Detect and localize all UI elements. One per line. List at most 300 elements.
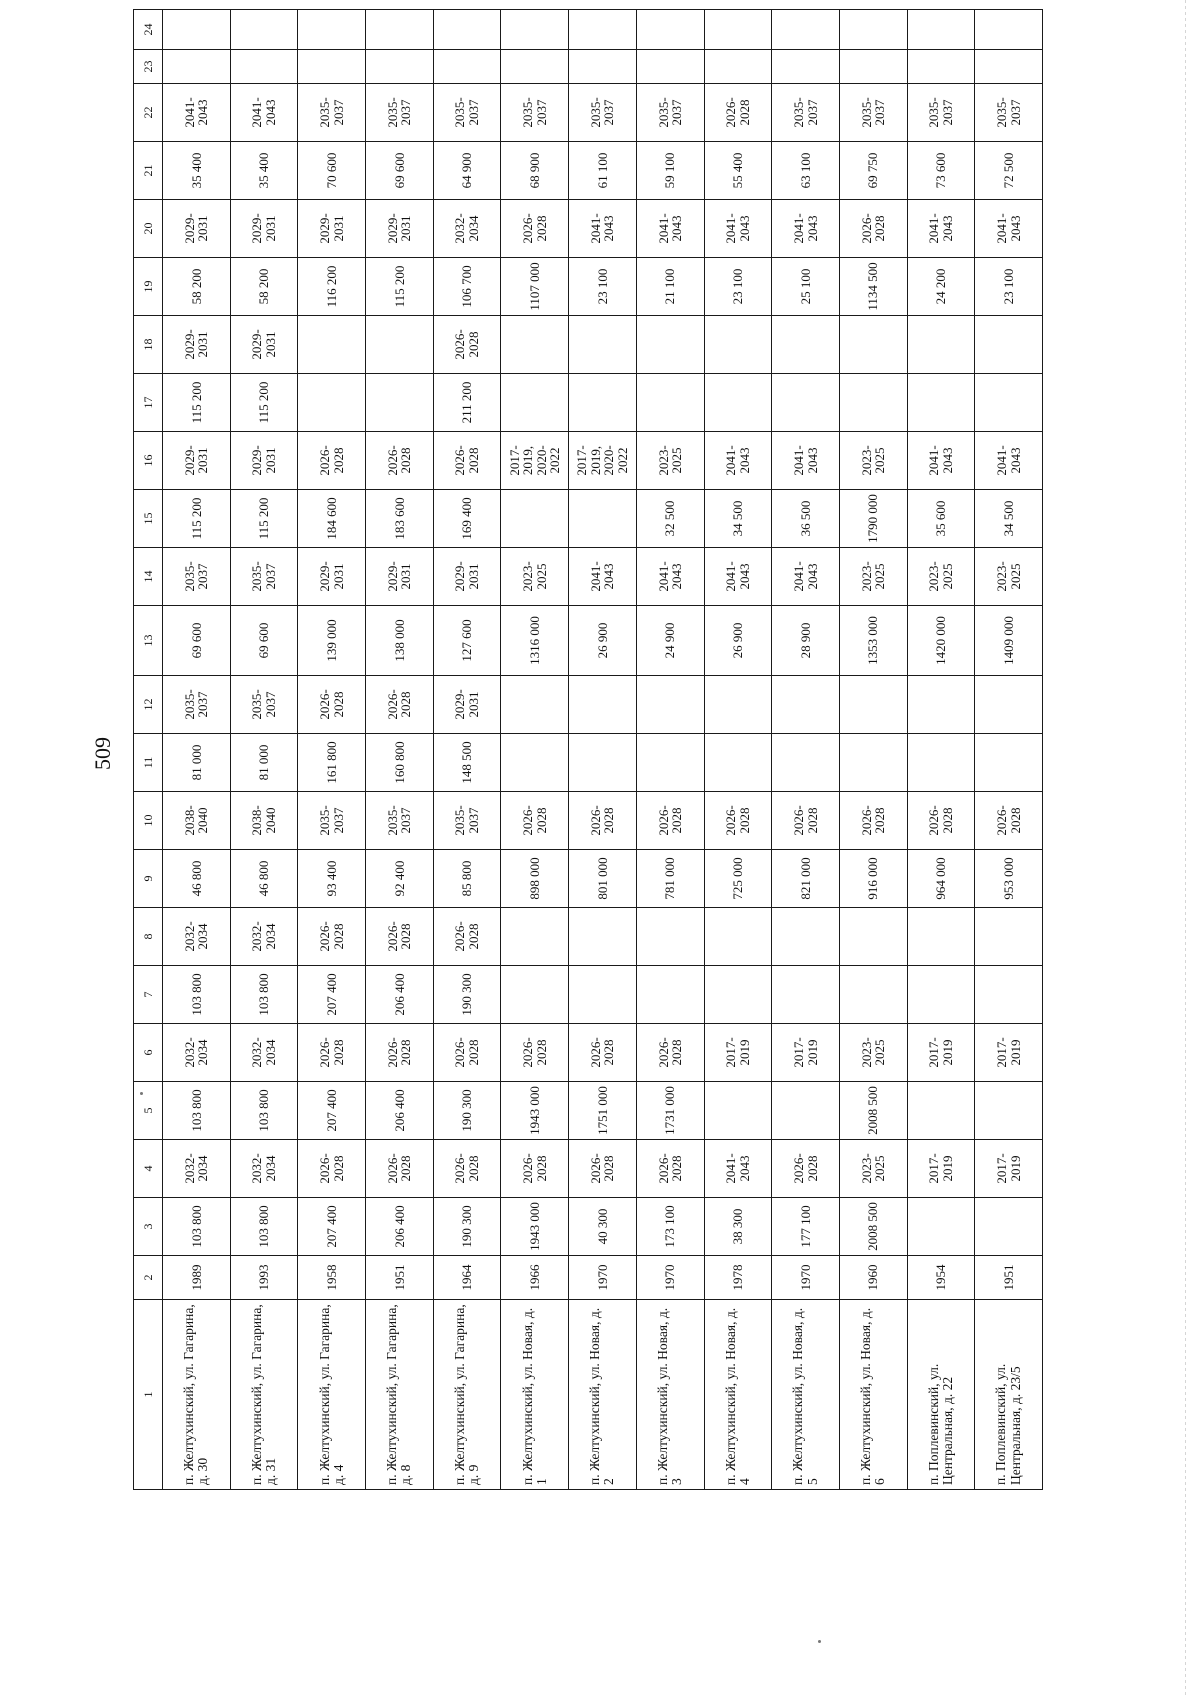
table-cell (569, 734, 637, 792)
table-cell: 38 300 (704, 1198, 772, 1256)
address-cell: п. Желтухинский, ул. Новая, д. 6 (839, 1300, 907, 1490)
table-cell (230, 10, 298, 50)
table-cell: 2032-2034 (433, 200, 501, 258)
column-number-17: 17 (134, 374, 163, 432)
table-cell: 206 400 (366, 1082, 434, 1140)
table-cell: 2026-2028 (569, 1140, 637, 1198)
table-cell: 2041-2043 (704, 432, 772, 490)
table-cell: 2026-2028 (298, 1024, 366, 1082)
column-number-12: 12 (134, 676, 163, 734)
table-cell: 139 000 (298, 606, 366, 676)
year-cell: 1993 (230, 1256, 298, 1300)
table-cell: 103 800 (163, 966, 231, 1024)
table-body (163, 10, 1043, 1490)
table-row (839, 10, 907, 1490)
table-cell: 1134 500 (839, 258, 907, 316)
table-cell (501, 734, 569, 792)
table-cell (772, 316, 840, 374)
column-number-23: 23 (134, 50, 163, 84)
table-cell (907, 50, 975, 84)
table-cell (704, 908, 772, 966)
column-number-22: 22 (134, 84, 163, 142)
table-cell (975, 50, 1043, 84)
table-row (230, 10, 298, 1490)
table-cell: 72 500 (975, 142, 1043, 200)
table-cell: 103 800 (230, 1198, 298, 1256)
table-cell: 2035-2037 (366, 84, 434, 142)
year-cell: 1970 (772, 1256, 840, 1300)
table-cell: 2041-2043 (163, 84, 231, 142)
table-cell (501, 50, 569, 84)
table-cell: 148 500 (433, 734, 501, 792)
column-number-header (134, 10, 163, 1490)
table-cell: 115 200 (366, 258, 434, 316)
table-cell: 2038-2040 (163, 792, 231, 850)
table-cell (163, 50, 231, 84)
table-cell (772, 50, 840, 84)
table-cell: 61 100 (569, 142, 637, 200)
table-cell (772, 734, 840, 792)
table-cell: 2032-2034 (230, 1024, 298, 1082)
table-cell: 2026-2028 (839, 200, 907, 258)
table-cell: 115 200 (230, 374, 298, 432)
table-cell (569, 966, 637, 1024)
table-cell: 2017-2019 (907, 1024, 975, 1082)
table-cell: 2026-2028 (636, 792, 704, 850)
table-cell (501, 10, 569, 50)
table-cell: 2026-2028 (366, 1140, 434, 1198)
table-cell (975, 908, 1043, 966)
table-cell: 2029-2031 (433, 676, 501, 734)
table-cell: 964 000 (907, 850, 975, 908)
table-cell: 63 100 (772, 142, 840, 200)
table-cell: 2035-2037 (163, 676, 231, 734)
table-cell: 2029-2031 (366, 548, 434, 606)
table-cell (839, 908, 907, 966)
table-cell: 207 400 (298, 1198, 366, 1256)
table-cell: 1751 000 (569, 1082, 637, 1140)
table-cell: 92 400 (366, 850, 434, 908)
table-cell: 2026-2028 (839, 792, 907, 850)
table-cell: 55 400 (704, 142, 772, 200)
table-cell: 81 000 (230, 734, 298, 792)
table-cell: 69 600 (230, 606, 298, 676)
table-cell: 1790 000 (839, 490, 907, 548)
table-cell: 103 800 (163, 1198, 231, 1256)
table-cell: 2041-2043 (772, 548, 840, 606)
table-cell: 206 400 (366, 1198, 434, 1256)
table-cell: 2035-2037 (569, 84, 637, 142)
table-cell: 2026-2028 (975, 792, 1043, 850)
table-cell: 24 900 (636, 606, 704, 676)
table-cell: 34 500 (975, 490, 1043, 548)
table-cell: 34 500 (704, 490, 772, 548)
table-row (569, 10, 637, 1490)
table-cell: 1943 000 (501, 1082, 569, 1140)
table-cell: 2026-2028 (772, 1140, 840, 1198)
address-cell: п. Желтухинский, ул. Новая, д. 2 (569, 1300, 637, 1490)
table-cell: 2023-2025 (839, 1140, 907, 1198)
rotated-table-container (133, 23, 1043, 1490)
table-cell: 59 100 (636, 142, 704, 200)
table-cell: 138 000 (366, 606, 434, 676)
year-cell: 1978 (704, 1256, 772, 1300)
column-number-14: 14 (134, 548, 163, 606)
table-row (366, 10, 434, 1490)
table-cell: 1316 000 (501, 606, 569, 676)
table-cell: 2026-2028 (569, 1024, 637, 1082)
table-cell: 2032-2034 (230, 1140, 298, 1198)
address-cell: п. Желтухинский, ул. Гагарина, д. 31 (230, 1300, 298, 1490)
table-cell: 206 400 (366, 966, 434, 1024)
table-cell: 2041-2043 (975, 432, 1043, 490)
table-cell: 160 800 (366, 734, 434, 792)
table-cell: 103 800 (230, 966, 298, 1024)
table-cell: 2017-2019 (907, 1140, 975, 1198)
table-row (704, 10, 772, 1490)
table-cell: 40 300 (569, 1198, 637, 1256)
table-cell: 190 300 (433, 1082, 501, 1140)
page-number: 509 (90, 737, 115, 770)
table-row (163, 10, 231, 1490)
table-cell: 2023-2025 (839, 432, 907, 490)
table-cell (636, 908, 704, 966)
table-cell: 2026-2028 (907, 792, 975, 850)
table-cell: 898 000 (501, 850, 569, 908)
table-cell (569, 676, 637, 734)
table-cell (569, 50, 637, 84)
year-cell: 1951 (366, 1256, 434, 1300)
table-cell: 115 200 (230, 490, 298, 548)
table-cell: 68 900 (501, 142, 569, 200)
table-cell: 2041-2043 (975, 200, 1043, 258)
table-cell (501, 676, 569, 734)
table-cell: 2032-2034 (163, 908, 231, 966)
table-cell: 2017-2019 (772, 1024, 840, 1082)
table-cell (839, 734, 907, 792)
address-cell: п. Поплевинский, ул. Центральная, д. 22 (907, 1300, 975, 1490)
table-cell: 2026-2028 (433, 908, 501, 966)
scan-dot (818, 1640, 821, 1643)
table-cell (907, 374, 975, 432)
address-cell: п. Желтухинский, ул. Гагарина, д. 4 (298, 1300, 366, 1490)
table-cell: 190 300 (433, 966, 501, 1024)
year-cell: 1958 (298, 1256, 366, 1300)
table-cell (975, 374, 1043, 432)
table-cell (704, 966, 772, 1024)
table-cell: 207 400 (298, 966, 366, 1024)
table-cell: 2029-2031 (230, 316, 298, 374)
table-cell (975, 10, 1043, 50)
table-cell: 2026-2028 (569, 792, 637, 850)
table-cell: 46 800 (163, 850, 231, 908)
table-cell: 2008 500 (839, 1198, 907, 1256)
table-cell: 35 400 (230, 142, 298, 200)
table-cell (772, 374, 840, 432)
table-cell: 2017-2019 (704, 1024, 772, 1082)
table-cell: 161 800 (298, 734, 366, 792)
table-cell: 69 600 (163, 606, 231, 676)
table-cell (636, 966, 704, 1024)
table-cell: 725 000 (704, 850, 772, 908)
table-cell (907, 10, 975, 50)
table-cell: 35 400 (163, 142, 231, 200)
table-cell: 106 700 (433, 258, 501, 316)
table-cell: 2035-2037 (230, 676, 298, 734)
table-cell: 211 200 (433, 374, 501, 432)
scan-edge-artifact (1185, 0, 1186, 1697)
table-cell: 93 400 (298, 850, 366, 908)
table-cell: 46 800 (230, 850, 298, 908)
table-cell: 2026-2028 (501, 1024, 569, 1082)
table-cell: 2035-2037 (433, 792, 501, 850)
table-cell: 2026-2028 (433, 432, 501, 490)
table-cell: 183 600 (366, 490, 434, 548)
table-cell: 2029-2031 (298, 548, 366, 606)
table-cell: 2041-2043 (569, 200, 637, 258)
table-cell: 2035-2037 (163, 548, 231, 606)
column-number-11: 11 (134, 734, 163, 792)
table-cell: 25 100 (772, 258, 840, 316)
table-cell: 103 800 (230, 1082, 298, 1140)
table-cell: 69 750 (839, 142, 907, 200)
table-cell: 127 600 (433, 606, 501, 676)
table-cell (501, 908, 569, 966)
table-cell (975, 676, 1043, 734)
address-cell: п. Желтухинский, ул. Новая, д. 3 (636, 1300, 704, 1490)
table-cell (975, 966, 1043, 1024)
column-number-19: 19 (134, 258, 163, 316)
table-cell (163, 10, 231, 50)
table-cell: 70 600 (298, 142, 366, 200)
table-cell (975, 1082, 1043, 1140)
table-cell: 2029-2031 (366, 200, 434, 258)
table-cell (772, 966, 840, 1024)
table-cell: 2041-2043 (907, 432, 975, 490)
table-cell: 2026-2028 (704, 792, 772, 850)
table-cell: 2041-2043 (636, 200, 704, 258)
table-cell: 2035-2037 (772, 84, 840, 142)
address-cell: п. Желтухинский, ул. Гагарина, д. 8 (366, 1300, 434, 1490)
table-cell (704, 50, 772, 84)
year-cell: 1970 (636, 1256, 704, 1300)
address-cell: п. Желтухинский, ул. Гагарина, д. 9 (433, 1300, 501, 1490)
table-cell: 26 900 (569, 606, 637, 676)
table-cell: 2035-2037 (975, 84, 1043, 142)
table-cell (366, 10, 434, 50)
year-cell: 1954 (907, 1256, 975, 1300)
table-cell (636, 734, 704, 792)
table-cell: 64 900 (433, 142, 501, 200)
table-cell: 2035-2037 (501, 84, 569, 142)
year-cell: 1951 (975, 1256, 1043, 1300)
column-number-18: 18 (134, 316, 163, 374)
table-cell: 35 600 (907, 490, 975, 548)
table-cell: 2029-2031 (230, 200, 298, 258)
table-cell: 2029-2031 (230, 432, 298, 490)
table-row (501, 10, 569, 1490)
table-cell: 2017-2019 (975, 1024, 1043, 1082)
table-cell (839, 50, 907, 84)
table-cell (772, 1082, 840, 1140)
table-cell (501, 490, 569, 548)
table-cell (636, 10, 704, 50)
table-cell: 2026-2028 (636, 1140, 704, 1198)
table-cell: 2017-2019, 2020-2022 (569, 432, 637, 490)
table-cell (704, 316, 772, 374)
table-cell: 28 900 (772, 606, 840, 676)
table-row (433, 10, 501, 1490)
table-cell (366, 374, 434, 432)
table-cell: 103 800 (163, 1082, 231, 1140)
table-cell: 85 800 (433, 850, 501, 908)
table-cell (704, 1082, 772, 1140)
table-cell: 2026-2028 (433, 1024, 501, 1082)
table-cell: 1420 000 (907, 606, 975, 676)
table-cell (839, 10, 907, 50)
table-cell: 781 000 (636, 850, 704, 908)
table-cell: 2041-2043 (704, 1140, 772, 1198)
table-cell: 2035-2037 (636, 84, 704, 142)
table-cell: 190 300 (433, 1198, 501, 1256)
table-cell (907, 1198, 975, 1256)
table-cell: 2026-2028 (298, 908, 366, 966)
column-number-5: 5 (134, 1082, 163, 1140)
table-cell (772, 676, 840, 734)
table-cell: 207 400 (298, 1082, 366, 1140)
table-cell (298, 374, 366, 432)
table-cell: 32 500 (636, 490, 704, 548)
table-cell: 115 200 (163, 374, 231, 432)
table-cell (907, 734, 975, 792)
table-cell: 2035-2037 (298, 84, 366, 142)
table-cell: 2026-2028 (298, 1140, 366, 1198)
table-cell: 169 400 (433, 490, 501, 548)
table-cell: 116 200 (298, 258, 366, 316)
table-cell: 2032-2034 (163, 1140, 231, 1198)
table-cell (907, 908, 975, 966)
table-cell: 916 000 (839, 850, 907, 908)
table-cell (839, 966, 907, 1024)
column-number-13: 13 (134, 606, 163, 676)
table-cell: 2008 500 (839, 1082, 907, 1140)
table-cell: 173 100 (636, 1198, 704, 1256)
table-cell: 2026-2028 (772, 792, 840, 850)
table-cell (636, 316, 704, 374)
table-cell: 2017-2019, 2020-2022 (501, 432, 569, 490)
table-cell (704, 676, 772, 734)
table-cell: 58 200 (163, 258, 231, 316)
table-cell (501, 966, 569, 1024)
table-cell: 2029-2031 (163, 432, 231, 490)
table-row (907, 10, 975, 1490)
column-number-21: 21 (134, 142, 163, 200)
address-cell: п. Желтухинский, ул. Новая, д. 1 (501, 1300, 569, 1490)
table-cell: 2026-2028 (366, 1024, 434, 1082)
table-row (298, 10, 366, 1490)
table-cell: 2041-2043 (772, 200, 840, 258)
year-cell: 1989 (163, 1256, 231, 1300)
repair-schedule-table (133, 9, 1043, 1490)
table-cell (704, 374, 772, 432)
address-cell: п. Желтухинский, ул. Новая, д. 5 (772, 1300, 840, 1490)
table-cell: 184 600 (298, 490, 366, 548)
year-cell: 1966 (501, 1256, 569, 1300)
table-cell (298, 10, 366, 50)
scan-dot (140, 1092, 143, 1095)
table-cell (433, 50, 501, 84)
table-cell: 2026-2028 (433, 316, 501, 374)
table-cell: 2023-2025 (907, 548, 975, 606)
table-cell: 2026-2028 (366, 908, 434, 966)
column-number-2: 2 (134, 1256, 163, 1300)
table-cell (569, 10, 637, 50)
column-number-4: 4 (134, 1140, 163, 1198)
table-cell: 2026-2028 (298, 676, 366, 734)
address-cell: п. Желтухинский, ул. Гагарина, д. 30 (163, 1300, 231, 1490)
table-cell: 2035-2037 (433, 84, 501, 142)
table-cell: 177 100 (772, 1198, 840, 1256)
column-number-3: 3 (134, 1198, 163, 1256)
table-cell: 2041-2043 (704, 548, 772, 606)
table-cell (704, 734, 772, 792)
table-cell: 2035-2037 (366, 792, 434, 850)
table-cell: 821 000 (772, 850, 840, 908)
table-cell (907, 1082, 975, 1140)
table-cell: 2023-2025 (839, 548, 907, 606)
table-cell (704, 10, 772, 50)
table-cell (569, 374, 637, 432)
table-cell (975, 734, 1043, 792)
table-cell: 2035-2037 (907, 84, 975, 142)
table-cell: 2023-2025 (975, 548, 1043, 606)
table-cell (636, 374, 704, 432)
table-cell: 36 500 (772, 490, 840, 548)
table-cell: 1409 000 (975, 606, 1043, 676)
table-cell: 2023-2025 (839, 1024, 907, 1082)
table-cell: 73 600 (907, 142, 975, 200)
table-cell: 2041-2043 (230, 84, 298, 142)
table-cell: 2026-2028 (704, 84, 772, 142)
table-cell: 69 600 (366, 142, 434, 200)
table-cell: 2023-2025 (501, 548, 569, 606)
table-cell (569, 908, 637, 966)
table-cell: 2026-2028 (298, 432, 366, 490)
table-cell: 953 000 (975, 850, 1043, 908)
table-cell (839, 316, 907, 374)
table-cell: 26 900 (704, 606, 772, 676)
table-cell: 1353 000 (839, 606, 907, 676)
table-cell: 2035-2037 (230, 548, 298, 606)
table-cell (433, 10, 501, 50)
table-cell (772, 10, 840, 50)
table-cell: 2035-2037 (839, 84, 907, 142)
table-cell: 2023-2025 (636, 432, 704, 490)
table-cell (230, 50, 298, 84)
column-number-8: 8 (134, 908, 163, 966)
table-cell (501, 316, 569, 374)
table-cell (772, 908, 840, 966)
column-number-6: 6 (134, 1024, 163, 1082)
table-cell: 801 000 (569, 850, 637, 908)
column-number-7: 7 (134, 966, 163, 1024)
table-cell (975, 316, 1043, 374)
year-cell: 1960 (839, 1256, 907, 1300)
address-cell: п. Поплевинский, ул. Центральная, д. 23/5 (975, 1300, 1043, 1490)
table-cell (569, 490, 637, 548)
table-cell: 2041-2043 (569, 548, 637, 606)
table-cell (839, 676, 907, 734)
